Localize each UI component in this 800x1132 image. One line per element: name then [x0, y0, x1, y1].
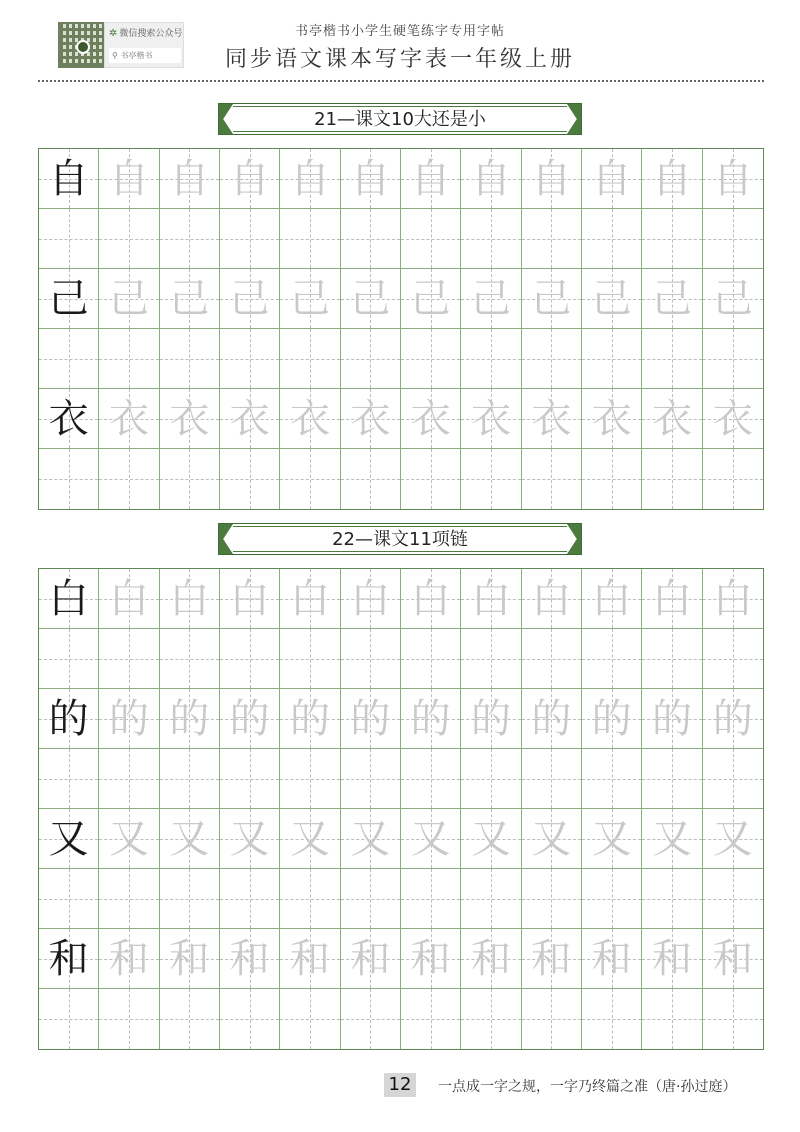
trace-character: 的 [591, 696, 632, 742]
trace-character: 己 [169, 276, 210, 322]
banner-right-cap [567, 104, 581, 134]
trace-cell [582, 689, 642, 749]
blank-practice-cell [39, 209, 99, 269]
trace-cell [522, 809, 582, 869]
trace-character: 衣 [410, 396, 451, 442]
trace-cell [642, 689, 702, 749]
trace-cell [99, 569, 159, 629]
trace-character: 自 [108, 156, 149, 202]
trace-cell [582, 269, 642, 329]
trace-character: 白 [229, 576, 270, 622]
blank-practice-cell [642, 749, 702, 809]
blank-practice-cell [582, 869, 642, 929]
trace-character: 白 [651, 576, 692, 622]
model-character: 衣 [48, 396, 89, 442]
trace-character: 的 [651, 696, 692, 742]
blank-practice-cell [341, 869, 401, 929]
trace-cell [522, 389, 582, 449]
trace-character: 又 [108, 816, 149, 862]
trace-cell [582, 149, 642, 209]
trace-cell [401, 149, 461, 209]
blank-practice-cell [461, 869, 521, 929]
trace-cell [522, 689, 582, 749]
model-cell [39, 809, 99, 869]
trace-character: 己 [591, 276, 632, 322]
trace-character: 己 [108, 276, 149, 322]
blank-practice-cell [280, 449, 340, 509]
trace-cell [401, 269, 461, 329]
blank-practice-cell [703, 749, 763, 809]
trace-character: 和 [229, 936, 270, 982]
trace-cell [280, 269, 340, 329]
trace-cell [280, 689, 340, 749]
trace-cell [461, 689, 521, 749]
model-cell [39, 389, 99, 449]
trace-character: 衣 [651, 396, 692, 442]
blank-practice-cell [522, 989, 582, 1049]
blank-practice-cell [280, 749, 340, 809]
trace-character: 自 [229, 156, 270, 202]
trace-cell [341, 269, 401, 329]
blank-practice-cell [280, 989, 340, 1049]
blank-practice-cell [280, 629, 340, 689]
blank-practice-cell [220, 209, 280, 269]
trace-character: 的 [229, 696, 270, 742]
blank-practice-cell [99, 209, 159, 269]
blank-practice-cell [522, 449, 582, 509]
blank-practice-cell [642, 869, 702, 929]
trace-character: 衣 [229, 396, 270, 442]
trace-cell [99, 389, 159, 449]
model-character: 己 [48, 276, 89, 322]
trace-character: 又 [712, 816, 753, 862]
trace-character: 己 [712, 276, 753, 322]
trace-cell [703, 149, 763, 209]
blank-practice-cell [341, 329, 401, 389]
trace-character: 白 [410, 576, 451, 622]
blank-practice-cell [220, 629, 280, 689]
blank-practice-cell [160, 869, 220, 929]
practice-grid [38, 568, 764, 1050]
trace-character: 和 [169, 936, 210, 982]
trace-character: 自 [470, 156, 511, 202]
trace-character: 自 [289, 156, 330, 202]
search-icon: ⚲ [112, 51, 121, 60]
blank-practice-cell [461, 449, 521, 509]
trace-cell [160, 569, 220, 629]
trace-cell [582, 809, 642, 869]
blank-practice-cell [582, 629, 642, 689]
page-subtitle: 书亭楷书小学生硬笔练字专用字帖 [294, 24, 505, 39]
blank-practice-cell [461, 209, 521, 269]
blank-practice-cell [461, 989, 521, 1049]
trace-character: 白 [531, 576, 572, 622]
blank-practice-cell [220, 989, 280, 1049]
blank-practice-cell [341, 629, 401, 689]
qr-caption: 微信搜索公众号 [119, 29, 183, 39]
blank-practice-cell [582, 749, 642, 809]
blank-practice-cell [522, 329, 582, 389]
blank-practice-cell [99, 629, 159, 689]
header-divider [38, 80, 764, 82]
blank-practice-cell [642, 329, 702, 389]
model-cell [39, 569, 99, 629]
banner-left-cap [219, 524, 233, 554]
trace-cell [160, 689, 220, 749]
trace-character: 的 [410, 696, 451, 742]
model-cell [39, 929, 99, 989]
trace-character: 的 [350, 696, 391, 742]
blank-practice-cell [522, 629, 582, 689]
trace-character: 衣 [591, 396, 632, 442]
section-heading: 21—课文10大还是小 [233, 106, 567, 132]
trace-character: 的 [470, 696, 511, 742]
trace-cell [522, 269, 582, 329]
blank-practice-cell [642, 209, 702, 269]
model-character: 自 [48, 156, 89, 202]
trace-cell [220, 149, 280, 209]
blank-practice-cell [582, 209, 642, 269]
page-number: 12 [384, 1073, 416, 1097]
trace-cell [461, 929, 521, 989]
trace-cell [341, 809, 401, 869]
blank-practice-cell [642, 989, 702, 1049]
trace-cell [160, 149, 220, 209]
blank-practice-cell [39, 629, 99, 689]
trace-character: 己 [651, 276, 692, 322]
blank-practice-cell [39, 449, 99, 509]
trace-character: 的 [712, 696, 753, 742]
blank-practice-cell [703, 629, 763, 689]
trace-cell [220, 269, 280, 329]
qr-search-box [109, 48, 181, 63]
trace-character: 自 [410, 156, 451, 202]
model-cell [39, 689, 99, 749]
trace-character: 的 [169, 696, 210, 742]
blank-practice-cell [39, 869, 99, 929]
trace-character: 衣 [108, 396, 149, 442]
blank-practice-cell [401, 209, 461, 269]
model-character: 的 [48, 696, 89, 742]
blank-practice-cell [160, 449, 220, 509]
blank-practice-cell [220, 329, 280, 389]
trace-character: 又 [350, 816, 391, 862]
trace-character: 和 [531, 936, 572, 982]
section-heading: 22—课文11项链 [233, 526, 567, 552]
trace-cell [703, 929, 763, 989]
blank-practice-cell [220, 749, 280, 809]
trace-character: 又 [410, 816, 451, 862]
trace-cell [401, 389, 461, 449]
trace-cell [642, 149, 702, 209]
blank-practice-cell [703, 869, 763, 929]
trace-cell [280, 389, 340, 449]
page-title: 同步语文课本写字表一年级上册 [224, 47, 575, 72]
trace-character: 和 [591, 936, 632, 982]
trace-cell [220, 689, 280, 749]
blank-practice-cell [220, 869, 280, 929]
blank-practice-cell [341, 209, 401, 269]
trace-character: 的 [108, 696, 149, 742]
trace-cell [99, 269, 159, 329]
qr-code [58, 22, 104, 68]
trace-character: 又 [289, 816, 330, 862]
blank-practice-cell [160, 989, 220, 1049]
trace-character: 衣 [470, 396, 511, 442]
trace-cell [642, 569, 702, 629]
model-cell [39, 149, 99, 209]
blank-practice-cell [220, 449, 280, 509]
trace-character: 己 [350, 276, 391, 322]
blank-practice-cell [160, 629, 220, 689]
blank-practice-cell [703, 209, 763, 269]
trace-character: 衣 [350, 396, 391, 442]
trace-character: 己 [410, 276, 451, 322]
trace-cell [522, 569, 582, 629]
trace-cell [341, 149, 401, 209]
trace-cell [99, 689, 159, 749]
trace-cell [220, 389, 280, 449]
blank-practice-cell [341, 749, 401, 809]
blank-practice-cell [280, 869, 340, 929]
leaf-icon: ✲ [109, 28, 118, 39]
blank-practice-cell [642, 449, 702, 509]
trace-cell [461, 569, 521, 629]
blank-practice-cell [401, 989, 461, 1049]
trace-cell [280, 149, 340, 209]
trace-character: 又 [169, 816, 210, 862]
trace-character: 自 [350, 156, 391, 202]
blank-practice-cell [341, 989, 401, 1049]
blank-practice-cell [401, 749, 461, 809]
trace-cell [160, 269, 220, 329]
blank-practice-cell [703, 329, 763, 389]
trace-cell [703, 689, 763, 749]
trace-character: 又 [651, 816, 692, 862]
trace-character: 白 [169, 576, 210, 622]
trace-character: 白 [108, 576, 149, 622]
qr-search-text: 书亭楷书 [120, 51, 153, 60]
trace-character: 白 [712, 576, 753, 622]
blank-practice-cell [99, 329, 159, 389]
trace-character: 和 [470, 936, 511, 982]
trace-cell [341, 689, 401, 749]
trace-cell [341, 929, 401, 989]
trace-cell [642, 389, 702, 449]
trace-character: 的 [531, 696, 572, 742]
trace-character: 又 [531, 816, 572, 862]
trace-character: 衣 [169, 396, 210, 442]
blank-practice-cell [401, 629, 461, 689]
trace-character: 己 [289, 276, 330, 322]
trace-cell [461, 269, 521, 329]
trace-character: 和 [651, 936, 692, 982]
footer-quote: 一点成一字之规，一字乃终篇之准（唐·孙过庭） [438, 1079, 737, 1095]
trace-character: 和 [289, 936, 330, 982]
blank-practice-cell [99, 989, 159, 1049]
blank-practice-cell [39, 749, 99, 809]
trace-cell [280, 929, 340, 989]
blank-practice-cell [99, 749, 159, 809]
trace-cell [582, 389, 642, 449]
qr-panel [104, 22, 184, 68]
trace-character: 衣 [712, 396, 753, 442]
trace-cell [642, 929, 702, 989]
trace-character: 又 [229, 816, 270, 862]
trace-character: 又 [591, 816, 632, 862]
trace-cell [160, 929, 220, 989]
trace-cell [99, 809, 159, 869]
trace-cell [703, 569, 763, 629]
blank-practice-cell [160, 209, 220, 269]
blank-practice-cell [99, 869, 159, 929]
trace-character: 白 [591, 576, 632, 622]
section-banner [218, 103, 582, 135]
blank-practice-cell [522, 209, 582, 269]
blank-practice-cell [582, 989, 642, 1049]
trace-cell [461, 149, 521, 209]
trace-character: 己 [470, 276, 511, 322]
banner-right-cap [567, 524, 581, 554]
trace-cell [341, 569, 401, 629]
trace-character: 自 [712, 156, 753, 202]
trace-cell [401, 809, 461, 869]
blank-practice-cell [280, 329, 340, 389]
trace-character: 白 [470, 576, 511, 622]
trace-character: 白 [289, 576, 330, 622]
trace-cell [461, 389, 521, 449]
trace-cell [582, 929, 642, 989]
trace-cell [401, 689, 461, 749]
blank-practice-cell [401, 869, 461, 929]
trace-character: 和 [712, 936, 753, 982]
trace-cell [280, 569, 340, 629]
trace-cell [401, 929, 461, 989]
trace-cell [642, 269, 702, 329]
model-cell [39, 269, 99, 329]
trace-cell [220, 929, 280, 989]
blank-practice-cell [401, 329, 461, 389]
trace-character: 的 [289, 696, 330, 742]
trace-cell [703, 269, 763, 329]
trace-character: 自 [651, 156, 692, 202]
blank-practice-cell [461, 629, 521, 689]
blank-practice-cell [280, 209, 340, 269]
trace-cell [642, 809, 702, 869]
blank-practice-cell [461, 329, 521, 389]
blank-practice-cell [522, 869, 582, 929]
trace-character: 和 [108, 936, 149, 982]
blank-practice-cell [461, 749, 521, 809]
blank-practice-cell [401, 449, 461, 509]
trace-cell [522, 149, 582, 209]
blank-practice-cell [703, 989, 763, 1049]
trace-cell [401, 569, 461, 629]
trace-cell [280, 809, 340, 869]
model-character: 又 [48, 816, 89, 862]
section-banner [218, 523, 582, 555]
trace-character: 和 [410, 936, 451, 982]
trace-cell [99, 149, 159, 209]
model-character: 和 [48, 936, 89, 982]
trace-cell [522, 929, 582, 989]
trace-character: 己 [229, 276, 270, 322]
trace-character: 白 [350, 576, 391, 622]
model-character: 白 [48, 576, 89, 622]
trace-character: 自 [169, 156, 210, 202]
trace-cell [341, 389, 401, 449]
blank-practice-cell [642, 629, 702, 689]
trace-cell [220, 569, 280, 629]
trace-cell [582, 569, 642, 629]
trace-cell [461, 809, 521, 869]
trace-character: 自 [531, 156, 572, 202]
trace-character: 衣 [289, 396, 330, 442]
blank-practice-cell [160, 329, 220, 389]
trace-cell [703, 809, 763, 869]
trace-cell [160, 389, 220, 449]
trace-character: 衣 [531, 396, 572, 442]
blank-practice-cell [160, 749, 220, 809]
blank-practice-cell [703, 449, 763, 509]
trace-character: 又 [470, 816, 511, 862]
blank-practice-cell [341, 449, 401, 509]
blank-practice-cell [522, 749, 582, 809]
trace-character: 自 [591, 156, 632, 202]
blank-practice-cell [99, 449, 159, 509]
practice-grid [38, 148, 764, 510]
trace-character: 己 [531, 276, 572, 322]
trace-character: 和 [350, 936, 391, 982]
blank-practice-cell [582, 329, 642, 389]
blank-practice-cell [39, 329, 99, 389]
trace-cell [703, 389, 763, 449]
trace-cell [220, 809, 280, 869]
blank-practice-cell [582, 449, 642, 509]
trace-cell [160, 809, 220, 869]
trace-cell [99, 929, 159, 989]
banner-left-cap [219, 104, 233, 134]
blank-practice-cell [39, 989, 99, 1049]
